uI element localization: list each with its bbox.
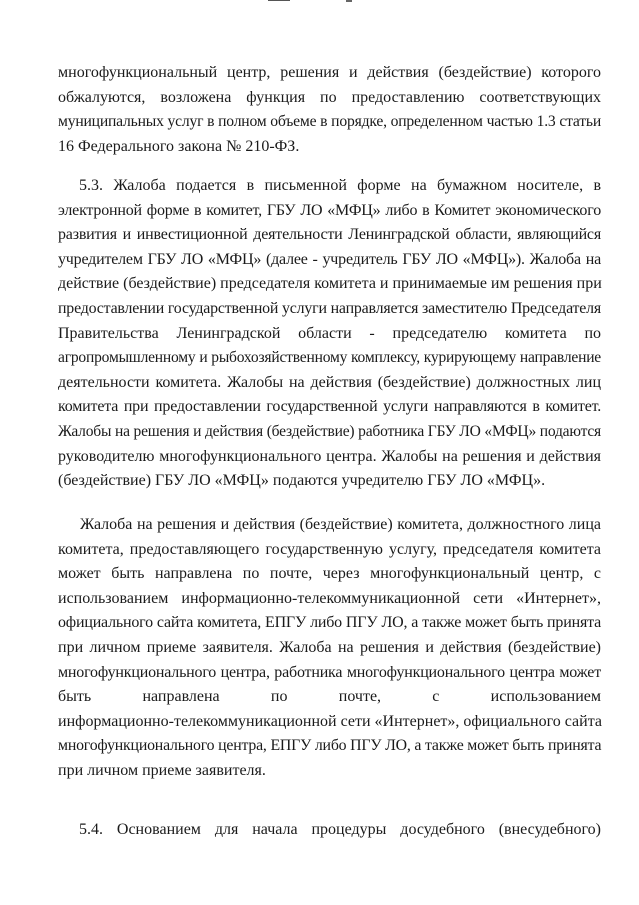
- text-line: Жалоба на решения и действия (бездействие) комитета, должностного лица: [80, 516, 601, 533]
- text-line: при личном приеме заявителя. Жалоба на решения и действия (бездействие): [58, 638, 601, 656]
- edge-mark: [346, 0, 352, 2]
- text-line: использованием информационно-телекоммуникационной сети «Интернет»,: [58, 589, 601, 607]
- text-line: может быть направлена по почте, через многофункциональный центр, с: [58, 565, 601, 583]
- text-line: развития и инвестиционной деятельности Ленинградской области, являющийся: [58, 226, 601, 244]
- text-line: электронной форме в комитет, ГБУ ЛО «МФЦ» либо в Комитет экономического: [58, 201, 601, 219]
- text-line: официального сайта комитета, ЕПГУ либо ПГУ ЛО, а также может быть принята: [58, 614, 601, 632]
- text-line: при личном приеме заявителя.: [58, 761, 266, 779]
- text-line: информационно-телекоммуникационной сети «Интернет», официального сайта: [58, 712, 602, 730]
- paragraph-5-4: [58, 818, 601, 843]
- text-line: многофункционального центра, работника многофункционального центра может: [58, 663, 601, 681]
- text-line: 5.4. Основанием для начала процедуры досудебного (внесудебного): [79, 821, 601, 838]
- text-line: Жалобы на решения и действия (бездействие) работника ГБУ ЛО «МФЦ» подаются: [58, 422, 601, 440]
- text-line: быть направлена по почте, с использованием: [58, 688, 601, 706]
- text-line: (бездействие) ГБУ ЛО «МФЦ» подаются учредителю ГБУ ЛО «МФЦ».: [58, 472, 546, 490]
- text-line: 5.3. Жалоба подается в письменной форме на бумажном носителе, в: [79, 177, 601, 194]
- paragraph-5-3: [58, 174, 601, 494]
- paragraph-complaint-submission: [58, 513, 601, 784]
- text-line: обжалуются, возложена функция по предоставлению соответствующих: [58, 88, 601, 106]
- text-line: многофункциональный центр, решения и действия (бездействие) которого: [58, 64, 601, 81]
- edge-mark: [268, 0, 290, 1]
- text-line: Правительства Ленинградской области - председателю комитета по: [58, 324, 601, 342]
- text-line: руководителю многофункционального центра. Жалобы на решения и действия: [58, 447, 601, 465]
- text-line: агропромышленному и рыбохозяйственному комплексу, курирующему направление: [58, 349, 601, 367]
- text-line: муниципальных услуг в полном объеме в порядке, определенном частью 1.3 статьи: [58, 113, 601, 131]
- text-line: учредителем ГБУ ЛО «МФЦ» (далее - учредитель ГБУ ЛО «МФЦ»). Жалоба на: [58, 250, 601, 268]
- page-top-edge-marks: [268, 0, 358, 4]
- text-line: многофункционального центра, ЕПГУ либо ПГУ ЛО, а также может быть принята: [58, 737, 602, 755]
- paragraph-continuation: [58, 61, 601, 159]
- text-line: деятельности комитета. Жалобы на действия (бездействие) должностных лиц: [58, 373, 601, 391]
- text-line: комитета при предоставлении государственной услуги направляются в комитет.: [58, 398, 601, 416]
- text-line: действие (бездействие) председателя комитета и принимаемые им решения при: [58, 275, 602, 293]
- text-line: предоставлении государственной услуги направляется заместителю Председателя: [58, 299, 601, 317]
- text-line: 16 Федерального закона № 210-ФЗ.: [58, 137, 300, 155]
- text-line: комитета, предоставляющего государственную услугу, председателя комитета: [58, 540, 601, 558]
